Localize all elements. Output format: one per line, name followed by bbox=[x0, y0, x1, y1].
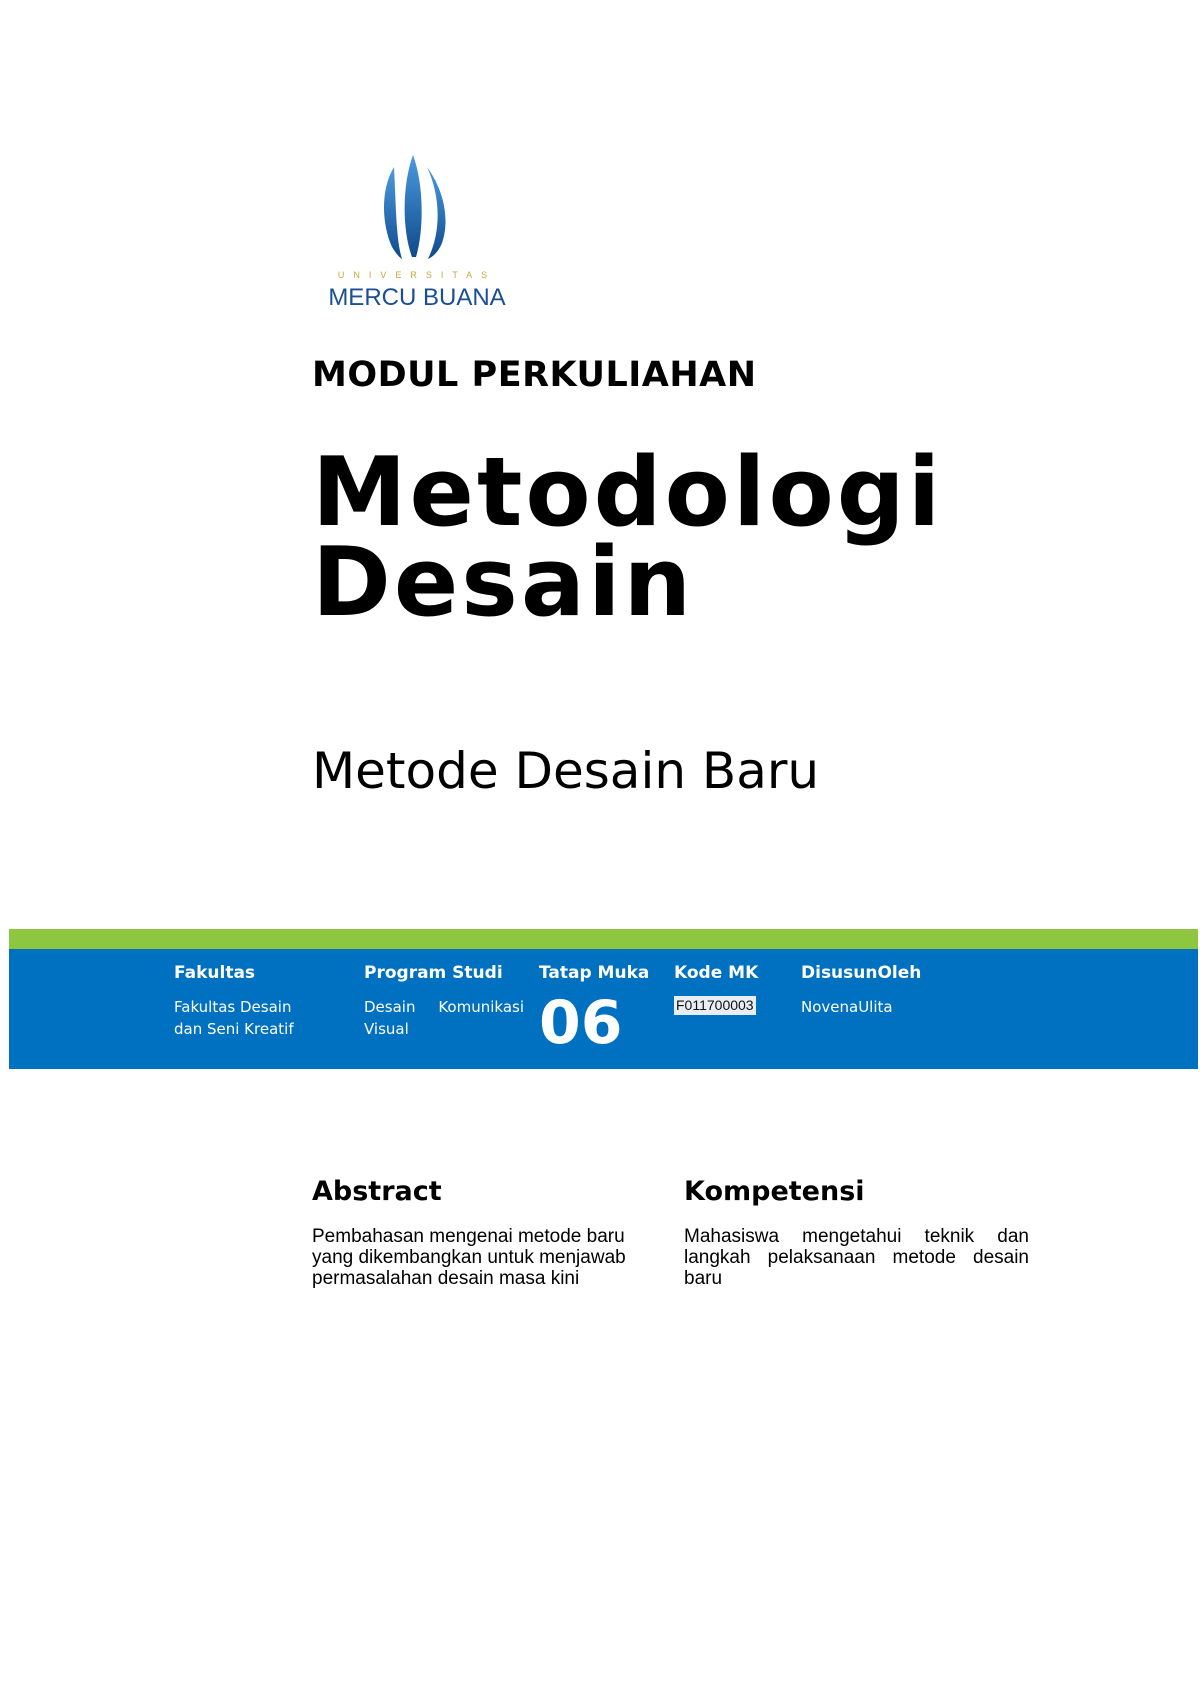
program-studi-label: Program Studi bbox=[364, 963, 503, 983]
university-logo bbox=[310, 145, 525, 315]
kode-mk-value: F011700003 bbox=[676, 997, 754, 1013]
kompetensi-heading: Kompetensi bbox=[684, 1176, 865, 1207]
session-subtitle: Metode Desain Baru bbox=[312, 742, 820, 800]
course-title bbox=[312, 438, 944, 638]
disusun-oleh-value: NovenaUlita bbox=[801, 998, 893, 1016]
abstract-heading: Abstract bbox=[312, 1176, 442, 1207]
fakultas-column bbox=[174, 963, 304, 1040]
info-bar bbox=[9, 949, 1198, 1069]
flame-center-icon bbox=[405, 155, 422, 257]
logo-tagline: UNIVERSITAS bbox=[337, 270, 497, 280]
disusun-oleh-label: DisusunOleh bbox=[801, 963, 922, 983]
fakultas-label: Fakultas bbox=[174, 963, 256, 983]
tatap-muka-column bbox=[539, 963, 650, 1058]
kompetensi-body: Mahasiswa mengetahui teknik dan langkah pelaksanaan metode desain baru bbox=[684, 1226, 1029, 1289]
flame-left-icon bbox=[384, 167, 402, 259]
disusun-oleh-column bbox=[801, 963, 921, 1018]
tatap-muka-label: Tatap Muka bbox=[539, 963, 650, 983]
course-title-line-1: Metodologi bbox=[312, 438, 944, 548]
accent-bar bbox=[9, 929, 1198, 949]
fakultas-value: Fakultas Desain dan Seni Kreatif bbox=[174, 998, 294, 1038]
program-studi-column bbox=[364, 963, 524, 1040]
flame-right-icon bbox=[427, 167, 446, 259]
abstract-body: Pembahasan mengenai metode baru yang dikembangkan untuk menjawab permasalahan desain masa kini bbox=[312, 1226, 626, 1289]
tatap-muka-value: 06 bbox=[539, 988, 623, 1058]
mercu-buana-logo-icon bbox=[310, 145, 525, 315]
kode-mk-column bbox=[674, 963, 758, 1015]
kode-mk-label: Kode MK bbox=[674, 963, 759, 983]
program-studi-value: Desain Komunikasi Visual bbox=[364, 998, 524, 1038]
module-label: MODUL PERKULIAHAN bbox=[312, 355, 757, 395]
course-title-line-2: Desain bbox=[312, 528, 695, 638]
logo-name: MERCU BUANA bbox=[328, 284, 506, 311]
